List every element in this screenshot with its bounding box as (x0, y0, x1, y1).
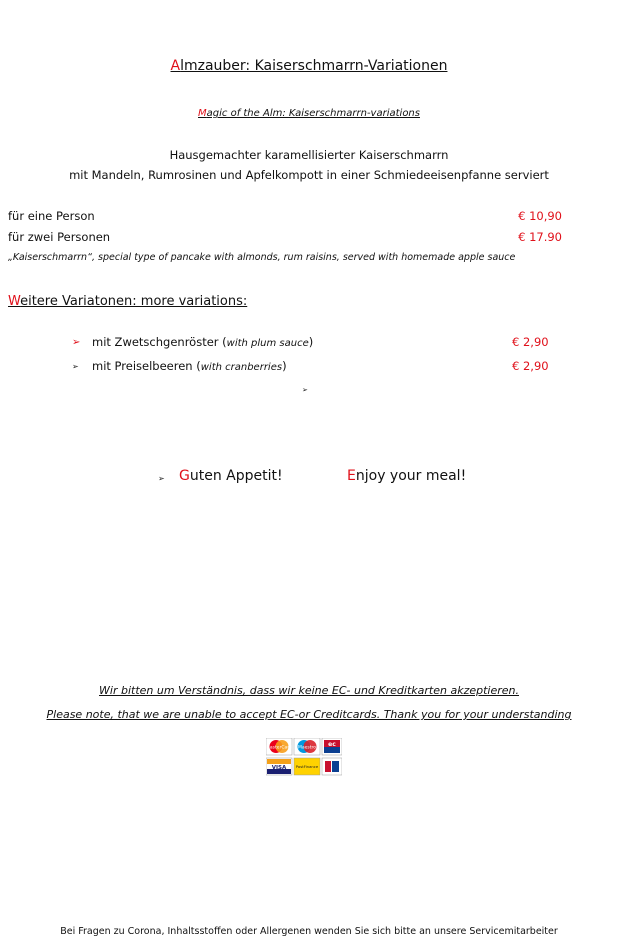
visa-logo (266, 758, 292, 775)
appetit-de-initial: G (179, 468, 190, 484)
maestro-logo-text: Maestro (297, 745, 317, 751)
variation-name: mit Zwetschgenröster ( (92, 335, 227, 349)
price-label-one-person: für eine Person (8, 209, 95, 223)
variation-close: ) (282, 359, 287, 373)
variation-english: with plum sauce (226, 338, 309, 349)
title-initial: A (170, 58, 181, 74)
appetit-en-initial: E (347, 468, 356, 484)
appetit-de-rest: uten Appetit! (189, 468, 283, 484)
card-logo-misc (322, 758, 342, 775)
variation-name: mit Preiselbeeren ( (92, 359, 201, 373)
visa-logo-text: VISA (271, 765, 287, 771)
variation-english: with cranberries (200, 362, 283, 373)
price-two-persons: € 17.90 (518, 230, 562, 244)
variation-close: ) (308, 335, 314, 349)
variation-price-plum: € 2,90 (512, 335, 549, 349)
page-title (0, 58, 618, 74)
description-line-2: mit Mandeln, Rumrosinen und Apfelkompott in einer Schmiedeeisenpfanne serviert (69, 168, 549, 182)
bullet-arrow-icon: ➢ (72, 362, 79, 371)
ec-logo (322, 738, 342, 755)
card-logos-image (266, 738, 342, 776)
variations-initial: W (8, 294, 21, 309)
title-rest: lmzauber: Kaiserschmarrn-Variationen (180, 58, 448, 74)
payment-notice-de: Wir bitten um Verständnis, dass wir keine EC- und Kreditkarten akzeptieren. (99, 684, 519, 697)
postfinance-logo (294, 758, 320, 775)
mastercard-logo (266, 738, 292, 755)
page-subtitle (0, 108, 618, 119)
postfinance-logo-text: PostFinance (295, 764, 319, 769)
ec-logo-text: ec (328, 741, 336, 748)
appetit-en-rest: njoy your meal! (355, 468, 467, 484)
price-label-two-persons: für zwei Personen (8, 230, 111, 244)
card-logos-icon (266, 738, 342, 776)
variation-item-cranberry (92, 359, 287, 373)
maestro-logo (294, 738, 320, 755)
guten-appetit-text (179, 468, 283, 484)
subtitle-rest: agic of the Alm: Kaiserschmarrn-variations (206, 108, 420, 119)
variations-heading-rest: eitere Variatonen: more variations: (20, 294, 248, 309)
price-one-person: € 10,90 (518, 209, 562, 223)
bullet-arrow-icon: ➢ (72, 337, 81, 348)
enjoy-your-meal-text (347, 468, 466, 484)
variation-item-plum (92, 335, 313, 349)
subtitle-initial: M (198, 108, 207, 119)
bullet-arrow-icon: ➢ (158, 474, 165, 483)
variation-price-cranberry: € 2,90 (512, 359, 549, 373)
mastercard-logo-text: MasterCard (266, 745, 292, 751)
english-description: „Kaiserschmarrn“, special type of pancake with almonds, rum raisins, served with homemade apple sauce (8, 252, 516, 263)
bullet-arrow-icon: ➢ (302, 386, 308, 394)
variations-heading (8, 294, 247, 309)
footer-allergen-note: Bei Fragen zu Corona, Inhaltsstoffen oder Allergenen wenden Sie sich bitte an unsere Servicemitarbeiter (60, 926, 558, 937)
payment-notice-en: Please note, that we are unable to accept EC-or Creditcards. Thank you for your understanding (46, 708, 572, 721)
description-line-1: Hausgemachter karamellisierter Kaiserschmarrn (169, 148, 449, 162)
